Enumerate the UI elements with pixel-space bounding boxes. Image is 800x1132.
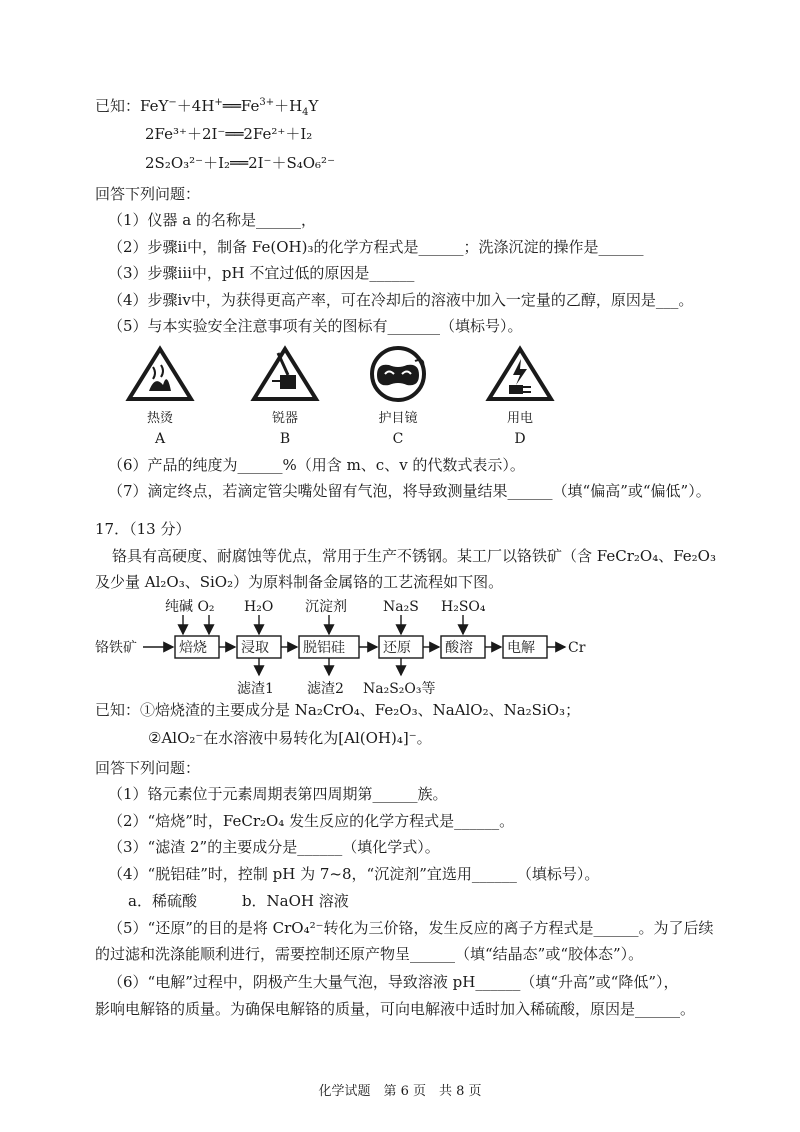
reagent-2: H₂O [244,599,274,615]
flow-step-6: 电解 [507,640,535,656]
reagent-3: 沉淀剂 [305,599,347,615]
q16-5: （5）与本实验安全注意事项有关的图标有_______（填标号）。 [108,317,523,335]
q17-4: （4）“脱铝硅”时，控制 pH 为 7~8，“沉淀剂”宜选用______（填标号）。 [108,865,600,883]
q17-4-options: a．稀硫酸 b．NaOH 溶液 [128,892,349,910]
safety-icons [125,345,565,455]
reagent-5: H₂SO₄ [441,599,486,615]
process-flow-diagram [95,597,595,697]
icon-caption: 热烫 [146,411,173,426]
q17-5b: 的过滤和洗涤能顺利进行，需要控制还原产物呈______（填“结晶态”或“胶体态”）。 [95,945,644,963]
known-label: 已知： [95,97,141,115]
answer-prompt-2: 回答下列问题： [95,759,201,777]
flow-step-4: 还原 [383,640,411,656]
icon-electric [485,345,555,447]
q16-3: （3）步骤iii中，pH 不宜过低的原因是______ [108,264,415,282]
q17-2: （2）“焙烧”时，FeCr₂O₄ 发生反应的化学方程式是______。 [108,812,515,830]
flow-input: 铬铁矿 [95,640,137,656]
flow-step-3: 脱铝硅 [303,640,345,656]
q17-intro-1: 铬具有高硬度、耐腐蚀等优点，常用于生产不锈钢。某工厂以铬铁矿（含 FeCr₂O₄、Fe₂O₃ [112,547,716,565]
equation-3: 2S₂O₃²⁻＋I₂══2I⁻＋S₄O₆²⁻ [145,154,335,172]
eq1-e: Y [308,97,319,115]
q16-7: （7）滴定终点，若滴定管尖嘴处留有气泡，将导致测量结果______（填“偏高”或“偏低”）。 [108,482,711,500]
flow-step-2: 浸取 [241,640,269,656]
residue-2: 滤渣2 [307,681,344,697]
icon-caption: 锐器 [271,411,298,426]
flow-step-1: 焙烧 [179,640,207,656]
goggles-icon [363,345,433,403]
hot-surface-icon [125,345,195,403]
q17-6b: 影响电解铬的质量。为确保电解铬的质量，可向电解液中适时加入稀硫酸，原因是______。 [95,1000,696,1018]
q17-5a: （5）“还原”的目的是将 CrO₄²⁻转化为三价铬，发生反应的离子方程式是______。为了后续 [108,919,714,937]
icon-letter: A [154,431,166,447]
reagent-1: 纯碱 O₂ [165,599,215,615]
icon-goggles [363,345,433,447]
q17-intro-2: 及少量 Al₂O₃、SiO₂）为原料制备金属铬的工艺流程如下图。 [95,573,504,591]
known-line-1: 已知：$FeY^-+4H^+══Fe^{3+}+H_4Y$ [95,97,319,118]
icon-caption: 用电 [506,411,533,426]
q17-header: 17．（13 分） [95,520,191,538]
eq1-b: ＋4H [176,97,215,115]
icon-letter: B [279,431,291,447]
q16-1: （1）仪器 a 的名称是______， [108,211,317,229]
eq1-c: Fe [240,97,260,115]
known2-line-2: ②AlO₂⁻在水溶液中易转化为[Al(OH)₄]⁻。 [148,729,432,747]
q16-4: （4）步骤iv中，为获得更高产率，可在冷却后的溶液中加入一定量的乙醇，原因是___。 [108,291,694,309]
known2-line-1: 已知：①焙烧渣的主要成分是 Na₂CrO₄、Fe₂O₃、NaAlO₂、Na₂SiO₃； [95,701,581,719]
residue-3: Na₂S₂O₃等 [363,681,436,697]
answer-prompt: 回答下列问题： [95,185,201,203]
icon-sharp [250,345,320,447]
q17-6a: （6）“电解”过程中，阴极产生大量气泡，导致溶液 pH______（填“升高”或“降低”）， [108,973,679,991]
q17-1: （1）铬元素位于元素周期表第四周期第______族。 [108,785,448,803]
reagent-4: Na₂S [383,599,419,615]
flow-output: Cr [568,640,586,656]
equation-2: 2Fe³⁺＋2I⁻══2Fe²⁺＋I₂ [145,125,313,143]
sharp-object-icon [250,345,320,403]
eq1-d: ＋H [274,97,303,115]
eq1-a: FeY [140,97,169,115]
icon-letter: C [392,431,404,447]
q16-6: （6）产品的纯度为______%（用含 m、c、v 的代数式表示）。 [108,456,525,474]
electric-icon [485,345,555,403]
residue-1: 滤渣1 [237,681,274,697]
icon-hot [125,345,195,447]
q16-2: （2）步骤ii中，制备 Fe(OH)₃的化学方程式是______；洗涤沉淀的操作是______ [108,238,644,256]
q17-3: （3）“滤渣 2”的主要成分是______（填化学式）。 [108,838,440,856]
flow-step-5: 酸溶 [445,640,473,656]
icon-letter: D [514,431,526,447]
page-footer: 化学试题 第 6 页 共 8 页 [318,1084,482,1099]
icon-caption: 护目镜 [378,411,418,426]
